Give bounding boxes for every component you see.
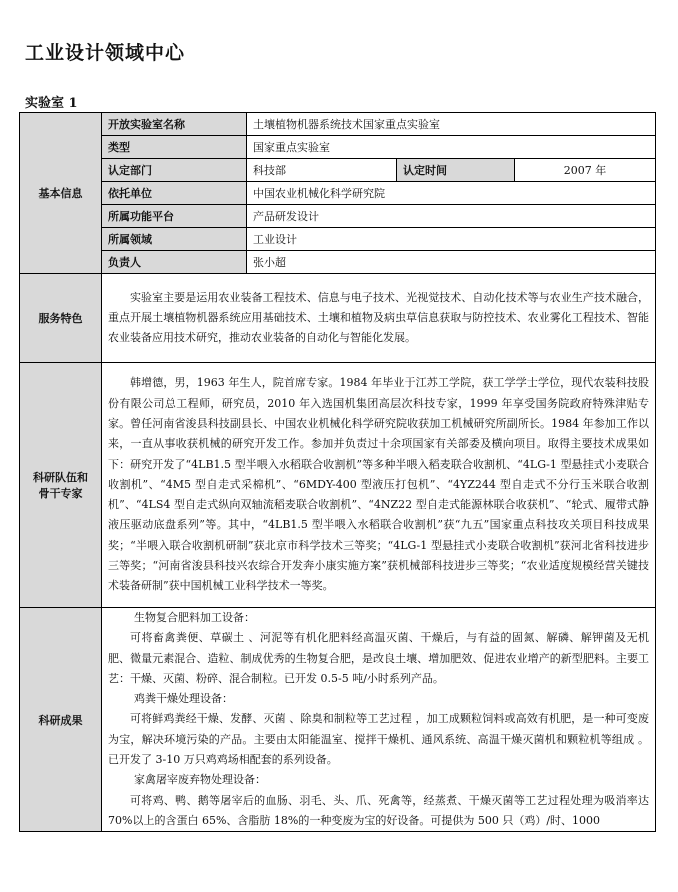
lab-heading: 实验室 1 (25, 96, 78, 111)
time-value: 2007 年 (515, 159, 656, 182)
org-label: 依托单位 (102, 182, 247, 205)
type-value: 国家重点实验室 (247, 136, 656, 159)
section-team-line2: 骨干专家 (38, 487, 83, 500)
row-dept (20, 159, 656, 182)
service-text: 实验室主要是运用农业装备工程技术、信息与电子技术、光视觉技术、自动化技术等与农业生产技术融合，重点开展土壤植物机器系统应用基础技术、土壤和植物及病虫草信息获取与防控技术、农业雾化工程技术、智能农业装备应用技术研究，推动农业装备的自动化与智能化发展。 (108, 290, 650, 345)
result-1-title: 生物复合肥料加工设备： (134, 611, 255, 624)
name-label: 开放实验室名称 (102, 113, 247, 136)
page-title: 工业设计领域中心 (25, 42, 186, 64)
row-results (20, 608, 656, 832)
row-type (20, 136, 656, 159)
lab-info-table (19, 112, 656, 832)
field-value: 工业设计 (247, 228, 656, 251)
row-platform (20, 205, 656, 228)
row-team (20, 363, 656, 608)
row-service (20, 274, 656, 363)
row-owner (20, 251, 656, 274)
time-label: 认定时间 (397, 159, 515, 182)
name-value: 土壤植物机器系统技术国家重点实验室 (247, 113, 656, 136)
row-org (20, 182, 656, 205)
section-results: 科研成果 (20, 608, 102, 832)
section-basic-info: 基本信息 (20, 113, 102, 274)
dept-label: 认定部门 (102, 159, 247, 182)
result-3-text: 可将鸡、鸭、鹅等屠宰后的血肠、羽毛、头、爪、死禽等，经蒸煮、干燥灭菌等工艺过程处理为吸消率达 70%以上的含蛋白 65%、含脂肪 18%的一种变废为宝的好设备。可提供为 500 只（鸡）/时、1000 (108, 793, 650, 827)
result-1-text: 可将畜禽粪便、草碳土 、河泥等有机化肥料经高温灭菌、干燥后，与有益的固氮、解磷、解钾菌及无机肥、微量元素混合、造粒、制成优秀的生物复合肥，是改良土壤、增加肥效、促进农业增产的新型肥料。主要工艺：干燥、灭菌、粉碎、混合制粒。已开发 0.5-5 吨/小时系列产品。 (108, 631, 650, 685)
row-name (20, 113, 656, 136)
row-field (20, 228, 656, 251)
platform-label: 所属功能平台 (102, 205, 247, 228)
dept-value: 科技部 (247, 159, 397, 182)
result-3-title: 家禽屠宰废弃物处理设备： (134, 773, 266, 787)
result-2-text: 可将鲜鸡粪经干燥、发酵、灭菌 、除臭和制粒等工艺过程 ，加工成颗粒饲料或高效有机肥，是一种可变废为宝，解决环境污染的产品。主要由太阳能温室、搅拌干燥机、通风系统、高温干燥灭菌机和颗粒机等组成 。已开发了 3-10 万只鸡鸡场相配套的系列设备。 (108, 712, 650, 767)
owner-value: 张小超 (247, 251, 656, 274)
type-label: 类型 (102, 136, 247, 159)
section-service: 服务特色 (20, 274, 102, 363)
owner-label: 负责人 (102, 251, 247, 274)
platform-value: 产品研发设计 (247, 205, 656, 228)
field-label: 所属领域 (102, 228, 247, 251)
team-text: 韩增德，男，1963 年生人，院首席专家。1984 年毕业于江苏工学院，获工学学士学位，现代农装科技股份有限公司总工程师，研究员，2010 年入选国机集团高层次科技专家，1999 年享受国务院政府特殊津贴专家。曾任河南省浚县科技副县长、中国农业机械化科学研究院收获加工机械研究所副所长。1984 年参加工作以来，一直从事收获机械的研究开发工作。参加并负责过十余项国家有关部委及横向项目。取得主要技术成果如下：研究开发了“4LB1.5 型半喂入水稻联合收割机”等多种半喂入稻麦联合收割机、“4LG-1 型悬挂式小麦联合收割机”、“4M5 型自走式采棉机”、“6MDY-400 型液压打包机”、“4YZ244 型自走式不分行玉米联合收割机”、“4LS4 型自走式纵向双轴流稻麦联合收割机”、“4NZ22 型自走式能源林联合收获机”、“轮式、履带式静液压驱动底盘系列”等。其中，“4LB1.5 型半喂入水稻联合收割机”获“九五”国家重点科技攻关项目科技成果奖；“半喂入联合收割机研制”获北京市科学技术三等奖；“4LG-1 型悬挂式小麦联合收割机”获河北省科技进步三等奖；“河南省浚县科技兴农综合开发奔小康实施方案”获机械部科技进步三等奖；“农业适度规模经营关键技术装备研制”获中国机械工业科学技术一等奖。 (108, 376, 650, 593)
result-2-title: 鸡粪干燥处理设备： (134, 692, 233, 706)
section-team (20, 363, 102, 608)
org-value: 中国农业机械化科学研究院 (247, 182, 656, 205)
section-team-line1: 科研队伍和 (33, 471, 88, 484)
